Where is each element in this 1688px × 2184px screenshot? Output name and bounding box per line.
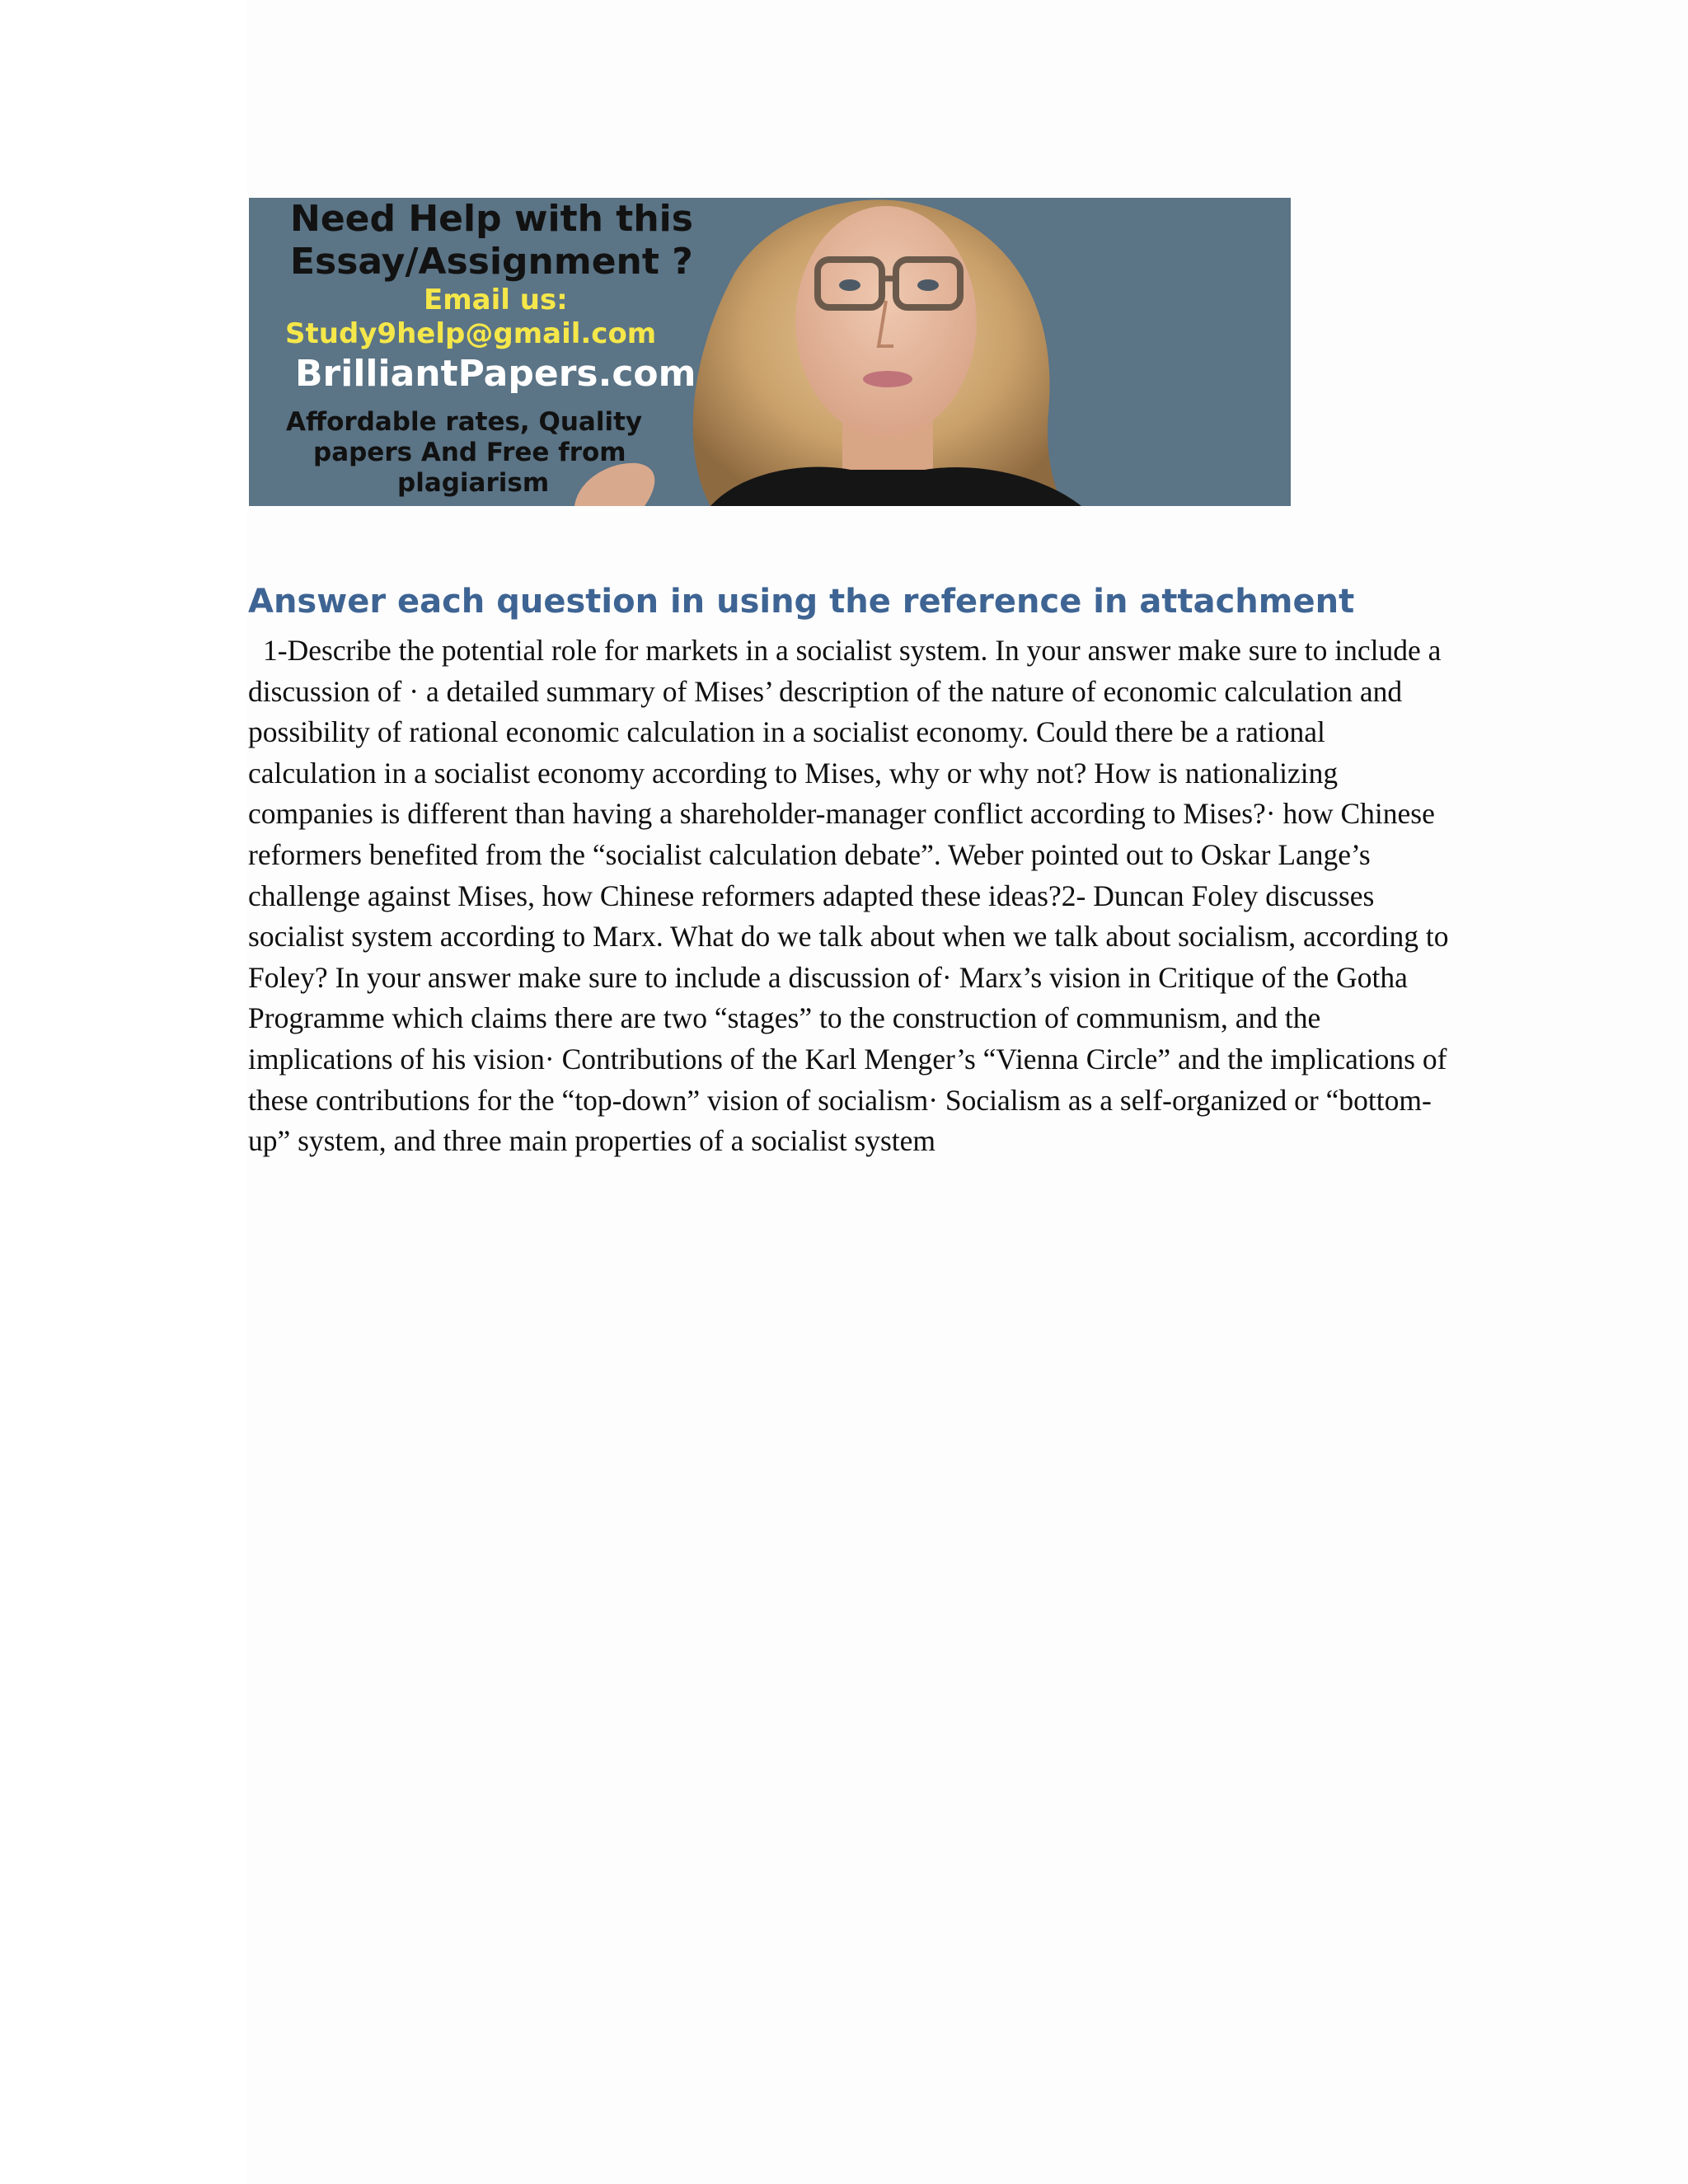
question-body-paragraph [248,630,1451,1162]
banner-tagline-line2: papers And Free from [313,438,626,467]
banner-site-name: BrilliantPapers.com [295,353,696,395]
banner-email: Study9help@gmail.com [285,317,657,350]
document-heading: Answer each question in using the reference in attachment [248,583,1355,621]
banner-headline-line2: Essay/Assignment ? [290,241,693,283]
banner-headline-line1: Need Help with this [290,198,693,240]
banner-email-label: Email us: [424,284,568,316]
question-body-text: 1-Describe the potential role for markets in a socialist system. In your answer make sure to include a discussion of · a detailed summary of Mises’ description of the nature of economic calculation and possibility of rational economic calculation in a socialist economy. Could there be a rational calculation in a socialist economy according to Mises, why or why not? How is nationalizing companies is different than having a shareholder-manager conflict according to Mises?· how Chinese reformers benefited from the “socialist calculation debate”. Weber pointed out to Oskar Lange’s challenge against Mises, how Chinese reformers adapted these ideas?2- Duncan Foley discusses socialist system according to Marx. What do we talk about when we talk about socialism, according to Foley? In your answer make sure to include a discussion of· Marx’s vision in Critique of the Gotha Programme which claims there are two “stages” to the construction of communism, and the implications of his vision· Contributions of the Karl Menger’s “Vienna Circle” and the implications of these contributions for the “top-down” vision of socialism· Socialism as a self-organized or “bottom-up” system, and three main properties of a socialist system [248,634,1449,1158]
banner-tagline-line1: Affordable rates, Quality [286,407,643,437]
banner-tagline-line3: plagiarism [397,468,550,498]
advertisement-banner [249,198,1291,506]
